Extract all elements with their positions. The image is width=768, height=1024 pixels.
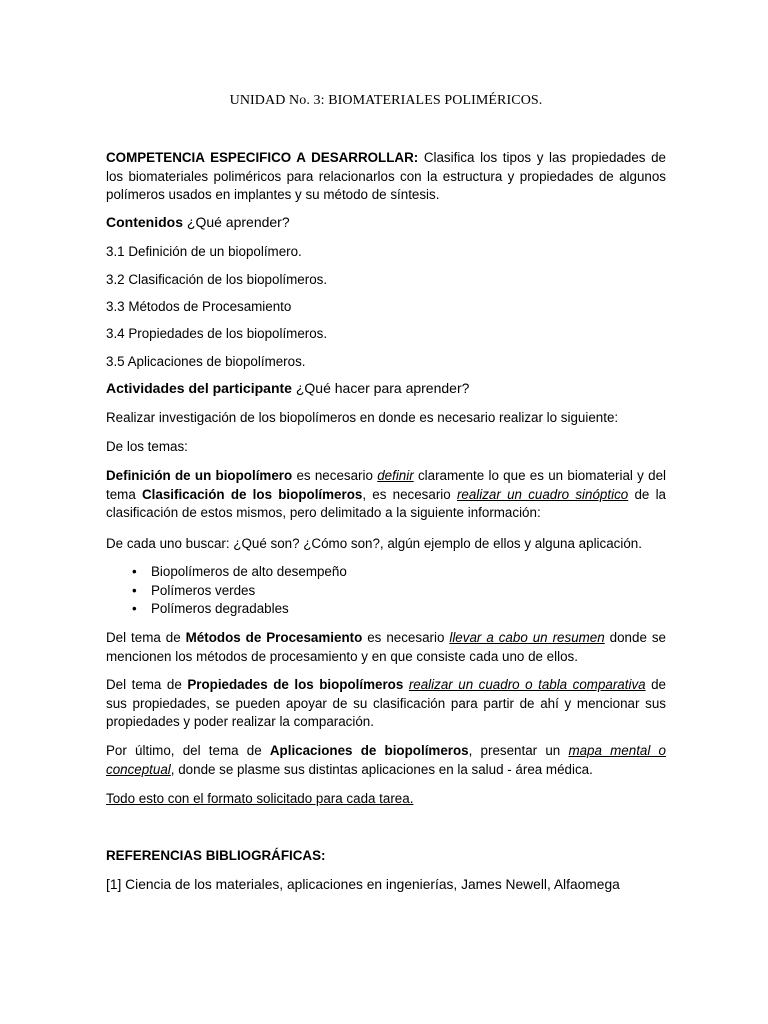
mapa-mental-emphasis: mapa mental o conceptual — [106, 743, 666, 777]
list-item — [106, 600, 666, 619]
resumen-emphasis: llevar a cabo un resumen — [449, 630, 605, 645]
formato-note: Todo esto con el formato solicitado para cada tarea. — [106, 791, 414, 806]
referencias-heading: REFERENCIAS BIBLIOGRÁFICAS: — [106, 848, 326, 863]
propiedades-paragraph — [106, 676, 666, 732]
aplicaciones-paragraph — [106, 742, 666, 779]
propiedades-text-1: Del tema de — [106, 677, 188, 692]
aplicaciones-bold: Aplicaciones de biopolímeros — [269, 743, 469, 758]
aplicaciones-text-2: , presentar un — [468, 743, 569, 758]
contenidos-item: 3.4 Propiedades de los biopolímeros. — [106, 326, 328, 341]
actividades-label: Actividades del participante — [106, 380, 292, 396]
definicion-paragraph — [106, 467, 666, 523]
metodos-bold: Métodos de Procesamiento — [185, 630, 363, 645]
tabla-comparativa-emphasis: realizar un cuadro o tabla comparativa — [408, 677, 646, 692]
actividades-temas: De los temas: — [106, 439, 188, 454]
list-item-label: Biopolímeros de alto desempeño — [151, 564, 347, 579]
cuadro-sinoptico-emphasis: realizar un cuadro sinóptico — [456, 486, 629, 502]
actividades-heading — [106, 379, 666, 398]
contenidos-item: 3.5 Aplicaciones de biopolímeros. — [106, 354, 306, 369]
contenidos-item: 3.1 Definición de un biopolímero. — [106, 244, 302, 259]
list-item-label: Polímeros degradables — [151, 601, 289, 616]
buscar-paragraph: De cada uno buscar: ¿Qué son? ¿Cómo son?, algún ejemplo de ellos y alguna aplicación. — [106, 536, 642, 551]
contenidos-item: 3.3 Métodos de Procesamiento — [106, 299, 292, 314]
definicion-text-3: , es necesario — [362, 486, 457, 502]
contenidos-heading — [106, 213, 666, 232]
contenidos-label: Contenidos — [106, 214, 183, 230]
competencia-label: COMPETENCIA ESPECIFICO A DESARROLLAR: — [106, 150, 419, 165]
aplicaciones-text-1: Por último, del tema de — [106, 743, 270, 758]
actividades-text: ¿Qué hacer para aprender? — [291, 380, 470, 396]
list-item — [106, 582, 666, 601]
propiedades-bold: Propiedades de los biopolímeros — [187, 677, 404, 692]
propiedades-text-3: de sus propiedades, se pueden apoyar de su clasificación para partir de ahí y mencionar sus propiedades y poder realizar la comparación. — [106, 677, 667, 729]
bullet-list — [106, 563, 666, 619]
definicion-text-1: es necesario — [292, 468, 378, 483]
contenidos-text: ¿Qué aprender? — [183, 214, 290, 230]
contenidos-item: 3.2 Clasificación de los biopolímeros. — [106, 272, 328, 287]
definicion-text-4: de la clasificación de estos mismos, pero delimitado a la siguiente información: — [106, 486, 666, 520]
metodos-text-3: donde se mencionen los métodos de procesamiento y en que consiste cada uno de ellos. — [106, 630, 666, 664]
definicion-bold: Definición de un biopolímero — [106, 468, 293, 483]
bullet-glyph: • — [132, 564, 137, 579]
document-title: UNIDAD No. 3: BIOMATERIALES POLIMÉRICOS. — [229, 93, 543, 108]
bullet-glyph: • — [132, 601, 137, 616]
metodos-text-2: es necesario — [362, 630, 450, 645]
metodos-text-1: Del tema de — [106, 630, 186, 645]
actividades-intro: Realizar investigación de los biopolímeros en donde es necesario realizar lo siguiente: — [106, 410, 619, 425]
definir-emphasis: definir — [377, 468, 414, 483]
definicion-text-2: claramente lo que es un biomaterial y del tema — [106, 468, 666, 502]
reference-item: [1] Ciencia de los materiales, aplicaciones en ingenierías, James Newell, Alfaomega — [106, 877, 620, 892]
bullet-glyph: • — [132, 582, 137, 598]
list-item-label: Polímeros verdes — [151, 582, 256, 598]
competencia-paragraph — [106, 149, 666, 205]
metodos-paragraph — [106, 629, 666, 666]
list-item — [106, 563, 666, 582]
clasificacion-bold: Clasificación de los biopolímeros — [142, 486, 363, 502]
aplicaciones-text-3: , donde se plasme sus distintas aplicaciones en la salud - área médica. — [170, 761, 593, 777]
competencia-text: Clasifica los tipos y las propiedades de los biomateriales poliméricos para relacionarlos con la estructura y propiedades de algunos polímeros usados en implantes y su método de síntesis. — [106, 150, 666, 202]
